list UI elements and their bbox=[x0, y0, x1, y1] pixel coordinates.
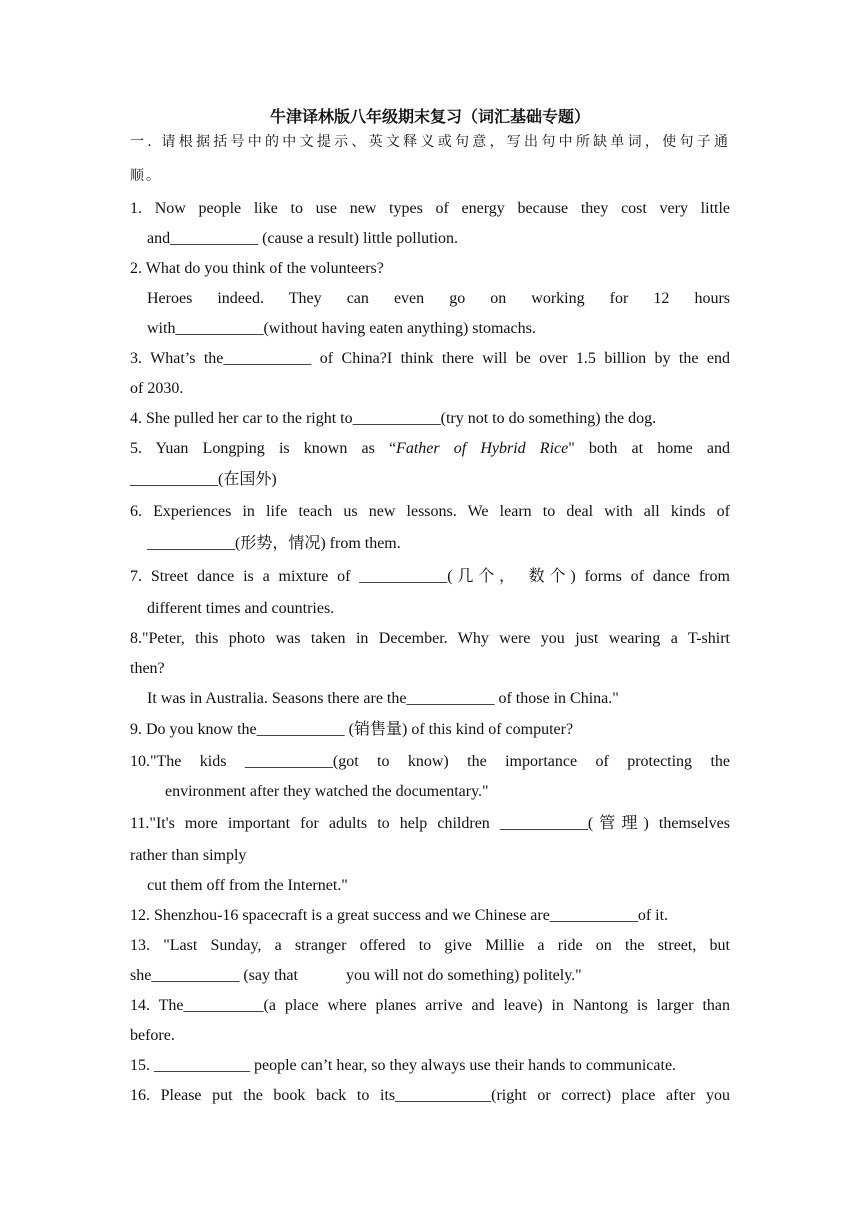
question-5-line-1: 5. Yuan Longping is known as “Father of Hybrid Rice" both at home and bbox=[130, 440, 730, 457]
question-2-line-2: Heroes indeed. They can even go on working for 12 hours bbox=[147, 290, 730, 307]
question-13-line-2: she___________ (say that you will not do something) politely." bbox=[130, 967, 582, 984]
question-8-line-3: It was in Australia. Seasons there are the___________ of those in China." bbox=[147, 690, 619, 707]
question-11-line-3: cut them off from the Internet." bbox=[147, 877, 348, 894]
question-6-line-1: 6. Experiences in life teach us new lessons. We learn to deal with all kinds of bbox=[130, 503, 730, 520]
question-5-line-2: ___________(在国外) bbox=[130, 471, 277, 488]
question-10-line-2: environment after they watched the documentary." bbox=[165, 783, 489, 800]
question-2-line-1: 2. What do you think of the volunteers? bbox=[130, 260, 384, 277]
question-13-line-1: 13. "Last Sunday, a stranger offered to give Millie a ride on the street, but bbox=[130, 937, 730, 954]
question-8-line-2: then? bbox=[130, 660, 165, 677]
question-7-line-1: 7. Street dance is a mixture of ___________(几个， 数个) forms of dance from bbox=[130, 568, 730, 585]
question-10-line-1: 10."The kids ___________(got to know) the importance of protecting the bbox=[130, 753, 730, 770]
question-4-line-1: 4. She pulled her car to the right to___________(try not to do something) the dog. bbox=[130, 410, 657, 427]
question-16-line-1: 16. Please put the book back to its____________(right or correct) place after you bbox=[130, 1087, 730, 1104]
document-title: 牛津译林版八年级期末复习（词汇基础专题） bbox=[269, 107, 590, 126]
question-14-line-2: before. bbox=[130, 1027, 175, 1044]
question-9-line-1: 9. Do you know the___________ (销售量) of this kind of computer? bbox=[130, 721, 574, 738]
question-11-line-2: rather than simply bbox=[130, 847, 247, 864]
question-15-line-1: 15. ____________ people can’t hear, so they always use their hands to communicate. bbox=[130, 1057, 677, 1074]
instruction-line-1: 一. 请根据括号中的中文提示、英文释义或句意，写出句中所缺单词，使句子通 bbox=[130, 134, 730, 150]
question-7-line-2: different times and countries. bbox=[147, 600, 335, 617]
question-14-line-1: 14. The__________(a place where planes arrive and leave) in Nantong is larger than bbox=[130, 997, 730, 1014]
question-8-line-1: 8."Peter, this photo was taken in December. Why were you just wearing a T-shirt bbox=[130, 630, 730, 647]
question-12-line-1: 12. Shenzhou-16 spacecraft is a great success and we Chinese are___________of it. bbox=[130, 907, 669, 924]
question-6-line-2: ___________(形势，情况) from them. bbox=[147, 535, 401, 552]
question-1-line-2: and___________ (cause a result) little pollution. bbox=[147, 230, 459, 247]
question-3-line-2: of 2030. bbox=[130, 380, 184, 397]
book-title-italic: Father of Hybrid Rice bbox=[396, 440, 569, 457]
question-2-line-3: with___________(without having eaten anything) stomachs. bbox=[147, 320, 536, 337]
question-1-line-1: 1. Now people like to use new types of energy because they cost very little bbox=[130, 200, 730, 217]
question-3-line-1: 3. What’s the___________ of China?I think there will be over 1.5 billion by the end bbox=[130, 350, 730, 367]
instruction-line-2: 顺。 bbox=[130, 168, 162, 184]
question-11-line-1: 11."It's more important for adults to help children ___________(管理) themselves bbox=[130, 815, 730, 832]
